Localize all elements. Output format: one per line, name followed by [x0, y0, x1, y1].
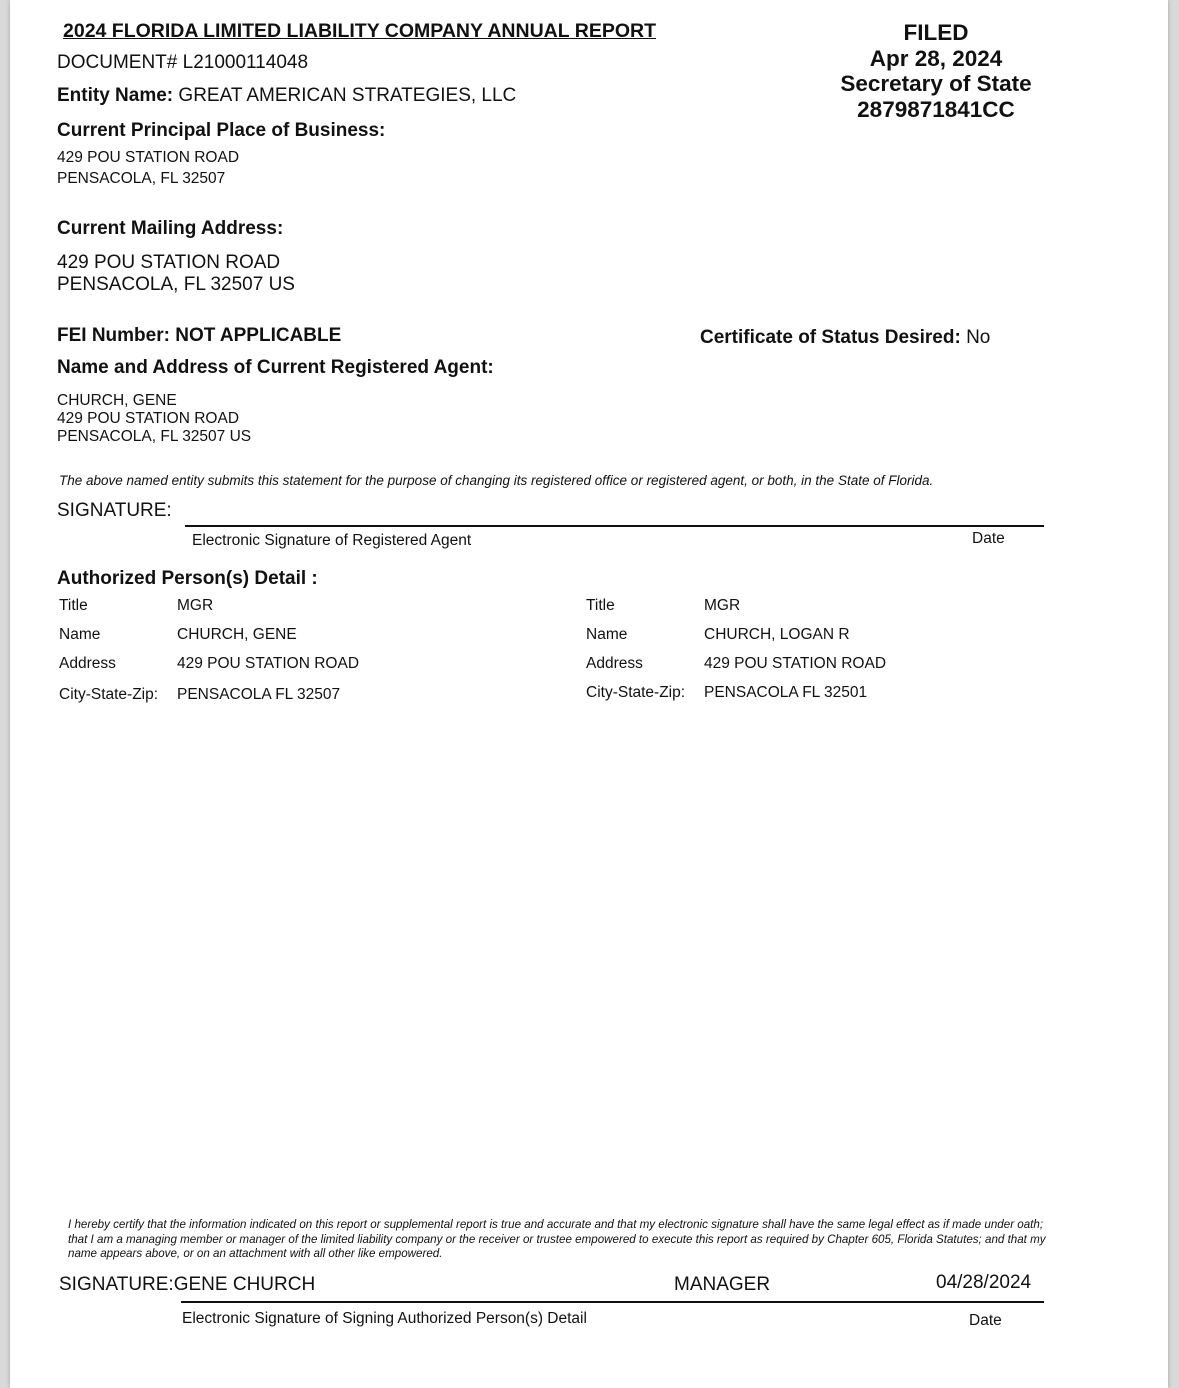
entity-name: GREAT AMERICAN STRATEGIES, LLC [178, 85, 517, 106]
agent-signature-line [185, 525, 1044, 527]
annual-report-page [10, 0, 1168, 1388]
final-signature-date-label: Date [969, 1312, 1002, 1329]
authorized-persons-heading: Authorized Person(s) Detail : [57, 568, 318, 589]
entity-name-label: Entity Name: [57, 85, 174, 106]
document-label: DOCUMENT# [57, 52, 178, 73]
document-number-line [57, 52, 308, 74]
filed-office: Secretary of State [840, 71, 1032, 96]
agent-signature-caption: Electronic Signature of Registered Agent [192, 532, 472, 549]
final-signature-label: SIGNATURE: [59, 1274, 174, 1295]
final-signature-caption: Electronic Signature of Signing Authorized Person(s) Detail [182, 1310, 587, 1327]
registered-agent-name: CHURCH, GENE [57, 392, 177, 409]
agent-statement: The above named entity submits this statement for the purpose of changing its registered office or registered agent, or both, in the State of Florida. [59, 473, 934, 488]
person-2-city-state-zip: PENSACOLA FL 32501 [704, 684, 868, 701]
fei-line [57, 325, 341, 347]
person-1-title: MGR [177, 597, 214, 614]
person-1-name: CHURCH, GENE [177, 626, 297, 643]
name-label: Name [586, 626, 628, 643]
signature-date: 04/28/2024 [936, 1272, 1032, 1293]
agent-signature-label: SIGNATURE: [57, 500, 172, 521]
city-state-zip-label: City-State-Zip: [586, 684, 686, 701]
final-signature-line [59, 1274, 315, 1296]
name-label: Name [59, 626, 101, 643]
registered-agent-label: Name and Address of Current Registered Agent: [57, 357, 494, 378]
principal-address-line1: 429 POU STATION ROAD [57, 149, 240, 166]
mailing-address-label: Current Mailing Address: [57, 218, 284, 239]
signer-title: MANAGER [674, 1274, 771, 1295]
certificate-status-line [700, 327, 990, 349]
certification-statement: I hereby certify that the information indicated on this report or supplemental report is true and accurate and that my electronic signature shall have the same legal effect as if made under oath; that I am a managing member or manager of the limited liability company or the receiver or trustee empowered to execute this report as required by Chapter 605, Florida Statutes; and that my name appears above, or on an attachment with all other like empowered. [68, 1218, 1046, 1261]
person-1-city-state-zip: PENSACOLA FL 32507 [177, 686, 341, 703]
person-2-title: MGR [704, 597, 741, 614]
entity-name-line [57, 85, 516, 107]
city-state-zip-label: City-State-Zip: [59, 686, 159, 703]
fei-value: NOT APPLICABLE [175, 325, 342, 346]
principal-place-label: Current Principal Place of Business: [57, 120, 386, 141]
report-title: 2024 FLORIDA LIMITED LIABILITY COMPANY ANNUAL REPORT [63, 20, 656, 42]
filed-number: 2879871841CC [857, 96, 1015, 122]
filed-date: Apr 28, 2024 [869, 45, 1003, 71]
mailing-address-line2: PENSACOLA, FL 32507 US [57, 274, 295, 295]
person-2-name: CHURCH, LOGAN R [704, 626, 850, 643]
filed-stamp [816, 20, 1056, 122]
filed-status: FILED [903, 20, 969, 45]
mailing-address-line1: 429 POU STATION ROAD [57, 252, 281, 273]
title-label: Title [586, 597, 615, 614]
certificate-status-value: No [966, 327, 991, 348]
signer-name: GENE CHURCH [173, 1274, 316, 1295]
title-label: Title [59, 597, 88, 614]
final-signature-rule [181, 1301, 1044, 1303]
agent-signature-date-label: Date [972, 530, 1005, 547]
fei-label: FEI Number: [57, 325, 170, 346]
principal-address-line2: PENSACOLA, FL 32507 [57, 170, 226, 187]
person-1-address: 429 POU STATION ROAD [177, 655, 360, 672]
registered-agent-address-line1: 429 POU STATION ROAD [57, 410, 240, 427]
document-number: L21000114048 [182, 52, 309, 73]
certificate-status-label: Certificate of Status Desired: [700, 327, 961, 348]
registered-agent-address-line2: PENSACOLA, FL 32507 US [57, 428, 252, 445]
person-2-address: 429 POU STATION ROAD [704, 655, 887, 672]
address-label: Address [59, 655, 116, 672]
address-label: Address [586, 655, 643, 672]
